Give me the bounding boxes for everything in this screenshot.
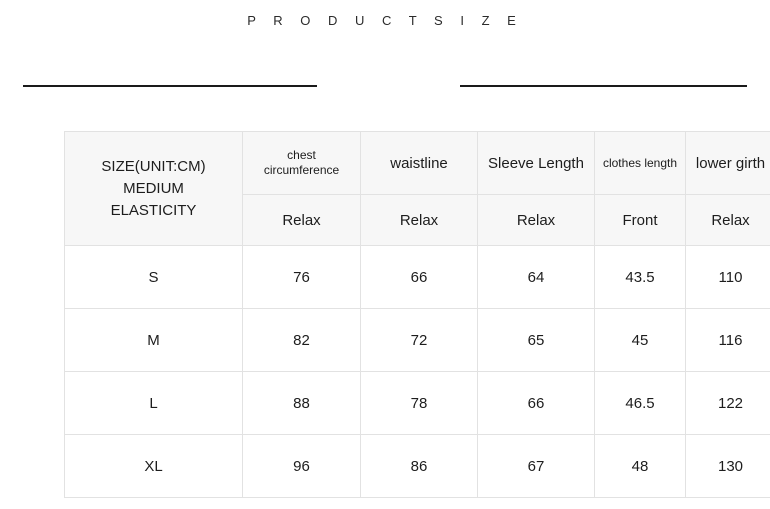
cell-waistline: 66 bbox=[361, 246, 478, 309]
cell-waistline: 86 bbox=[361, 435, 478, 498]
cell-clothes-length: 46.5 bbox=[595, 372, 686, 435]
row-size-label: XL bbox=[65, 435, 243, 498]
cell-sleeve-length: 67 bbox=[478, 435, 595, 498]
metric-header-chest: chest circumference bbox=[243, 132, 361, 195]
cell-clothes-length: 48 bbox=[595, 435, 686, 498]
cell-waistline: 78 bbox=[361, 372, 478, 435]
cell-lower-girth: 110 bbox=[686, 246, 770, 309]
row-size-label: L bbox=[65, 372, 243, 435]
corner-line-1: SIZE(UNIT:CM) bbox=[101, 157, 206, 175]
cell-sleeve-length: 64 bbox=[478, 246, 595, 309]
cell-sleeve-length: 66 bbox=[478, 372, 595, 435]
table-row bbox=[65, 309, 770, 372]
cell-chest: 88 bbox=[243, 372, 361, 435]
metric-header-sleeve-length: Sleeve Length bbox=[478, 132, 595, 195]
metric-sub-clothes-length: Front bbox=[595, 195, 686, 246]
table-row bbox=[65, 246, 770, 309]
cell-clothes-length: 43.5 bbox=[595, 246, 686, 309]
table-row bbox=[65, 435, 770, 498]
metric-sub-lower-girth: Relax bbox=[686, 195, 770, 246]
corner-line-2: MEDIUM bbox=[123, 179, 184, 197]
metric-sub-waistline: Relax bbox=[361, 195, 478, 246]
metric-sub-sleeve-length: Relax bbox=[478, 195, 595, 246]
cell-chest: 96 bbox=[243, 435, 361, 498]
metric-header-clothes-length: clothes length bbox=[595, 132, 686, 195]
table-corner-header bbox=[65, 132, 243, 246]
divider-left bbox=[23, 85, 317, 87]
cell-lower-girth: 122 bbox=[686, 372, 770, 435]
cell-chest: 76 bbox=[243, 246, 361, 309]
metric-header-lower-girth: lower girth bbox=[686, 132, 770, 195]
metric-header-waistline: waistline bbox=[361, 132, 478, 195]
table-header-row-metrics bbox=[65, 132, 770, 195]
size-chart-body bbox=[65, 132, 770, 498]
divider-right bbox=[460, 85, 747, 87]
cell-waistline: 72 bbox=[361, 309, 478, 372]
row-size-label: M bbox=[65, 309, 243, 372]
cell-sleeve-length: 65 bbox=[478, 309, 595, 372]
cell-lower-girth: 116 bbox=[686, 309, 770, 372]
table-row bbox=[65, 372, 770, 435]
corner-line-3: ELASTICITY bbox=[110, 201, 197, 219]
metric-sub-chest: Relax bbox=[243, 195, 361, 246]
cell-lower-girth: 130 bbox=[686, 435, 770, 498]
cell-chest: 82 bbox=[243, 309, 361, 372]
row-size-label: S bbox=[65, 246, 243, 309]
size-table-wrapper bbox=[64, 131, 766, 498]
page-title: P R O D U C T S I Z E bbox=[247, 13, 523, 28]
size-chart-table bbox=[64, 131, 770, 498]
cell-clothes-length: 45 bbox=[595, 309, 686, 372]
